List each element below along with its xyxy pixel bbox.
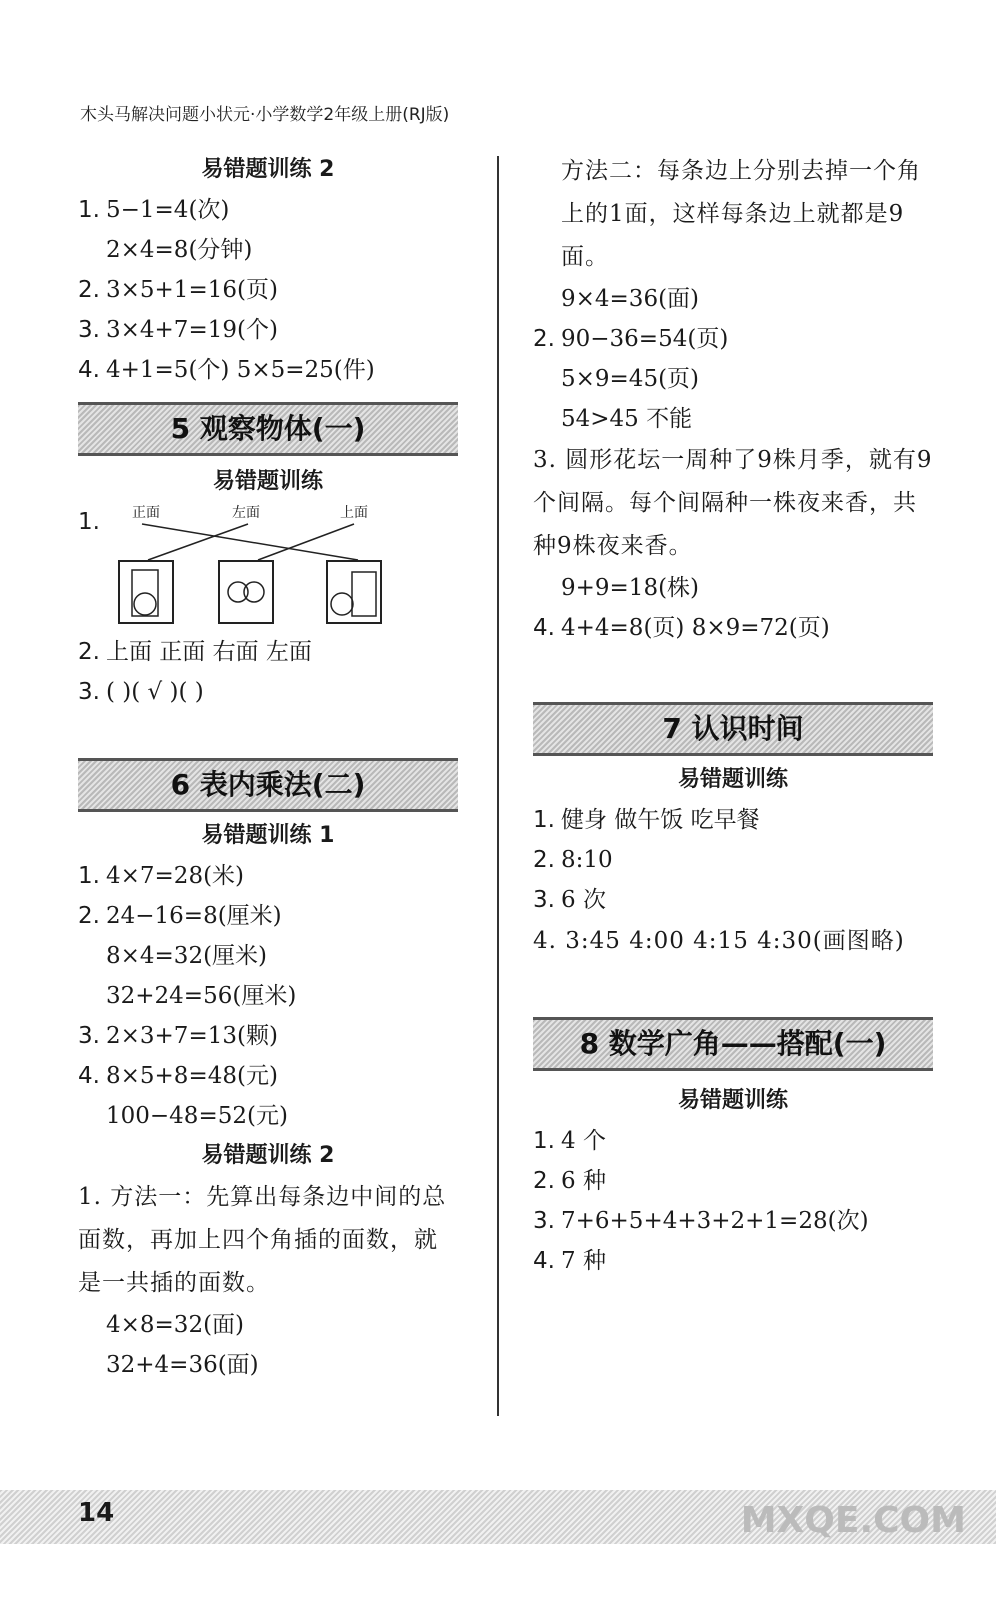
right-column: [533, 150, 933, 1281]
section-banner: 6 表内乘法(二): [78, 758, 458, 812]
answer-line: 2. 24−16=8(厘米): [78, 903, 282, 929]
answer-list: [78, 190, 458, 390]
answer-line: 2. 90−36=54(页): [533, 326, 729, 352]
answer-line: 1. 4 个: [533, 1128, 606, 1154]
answer-line: 2. 上面 正面 右面 左面: [78, 639, 312, 665]
answer-paragraph: 方法二：每条边上分别去掉一个角上的1面，这样每条边上就都是9面。: [561, 158, 921, 270]
answer-line: 9+9=18(株): [561, 575, 700, 601]
answer-line: 5×9=45(页): [561, 366, 700, 392]
view-box-1: [118, 560, 174, 624]
answer-paragraph: 4. 3:45 4:00 4:15 4:30(画图略): [533, 928, 905, 954]
answer-line: 32+4=36(面): [106, 1352, 259, 1378]
answer-line: 4. 7 种: [533, 1248, 606, 1274]
answer-line: 3. 3×4+7=19(个): [78, 317, 278, 343]
answer-line: 1. 健身 做午饭 吃早餐: [533, 807, 760, 833]
answer-line: 32+24=56(厘米): [106, 983, 297, 1009]
site-watermark: MXQE.COM: [740, 1500, 966, 1541]
page-number: 14: [78, 1498, 115, 1528]
answer-line: 2. 6 种: [533, 1168, 606, 1194]
running-header: 木头马解决问题小状元·小学数学2年级上册(RJ版): [80, 105, 450, 125]
answer-line: 2. 8:10: [533, 847, 613, 873]
subtitle: 易错题训练 2: [201, 157, 335, 182]
label-left: 左面: [232, 505, 260, 521]
observation-figure: [78, 502, 458, 632]
answer-line: 4. 8×5+8=48(元): [78, 1063, 278, 1089]
section-banner: 8 数学广角——搭配(一): [533, 1017, 933, 1071]
view-box-3: [326, 560, 382, 624]
answer-line: 4. 4+1=5(个) 5×5=25(件): [78, 357, 375, 383]
answer-line: 1. 4×7=28(米): [78, 863, 245, 889]
view-box-2: [218, 560, 274, 624]
subtitle: 易错题训练: [677, 767, 788, 792]
answer-line: 3. 2×3+7=13(颗): [78, 1023, 278, 1049]
answer-line: 54>45 不能: [561, 406, 693, 432]
answer-line: 2×4=8(分钟): [106, 237, 253, 263]
answer-line: 4. 4+4=8(页) 8×9=72(页): [533, 615, 830, 641]
answer-line: 3. 7+6+5+4+3+2+1=28(次): [533, 1208, 869, 1234]
label-front: 正面: [132, 505, 160, 521]
answer-line: 2. 3×5+1=16(页): [78, 277, 278, 303]
left-column: [78, 150, 458, 1385]
answer-line: 4×8=32(面): [106, 1312, 245, 1338]
answer-line: 3. 6 次: [533, 887, 606, 913]
section-banner: 7 认识时间: [533, 702, 933, 756]
answer-line: 9×4=36(面): [561, 286, 700, 312]
answer-line: 3. ( )( √ )( ): [78, 679, 204, 705]
subtitle: 易错题训练: [212, 469, 323, 494]
column-divider: [497, 156, 499, 1416]
answer-line: 1. 5−1=4(次): [78, 197, 230, 223]
answer-paragraph: 1. 方法一：先算出每条边中间的总面数，再加上四个角插的面数，就是一共插的面数。: [78, 1184, 447, 1296]
question-number: 1.: [78, 509, 100, 535]
answer-paragraph: 3. 圆形花坛一周种了9株月季，就有9个间隔。每个间隔种一株夜来香，共种9株夜来香。: [533, 447, 933, 559]
subtitle: 易错题训练 2: [201, 1143, 335, 1168]
section-banner: 5 观察物体(一): [78, 402, 458, 456]
subtitle: 易错题训练: [677, 1088, 788, 1113]
answer-line: 8×4=32(厘米): [106, 943, 268, 969]
subtitle: 易错题训练 1: [201, 823, 335, 848]
answer-line: 100−48=52(元): [106, 1103, 288, 1129]
label-top: 上面: [340, 505, 368, 521]
